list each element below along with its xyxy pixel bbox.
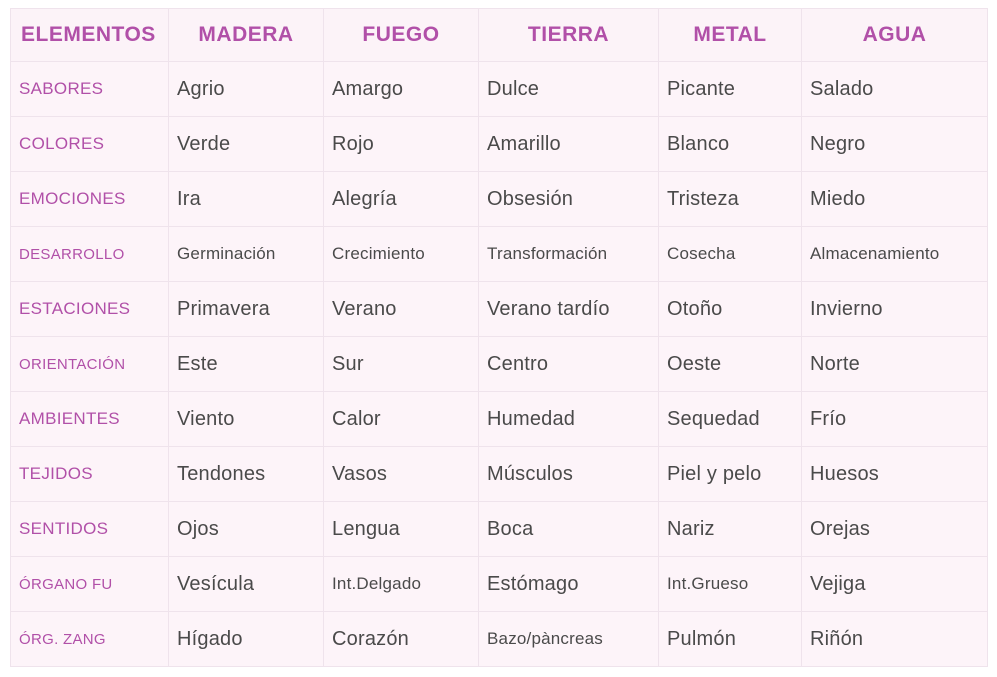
- table-row: [11, 172, 988, 227]
- row-label: ESTACIONES: [11, 282, 169, 337]
- table-cell: Dulce: [479, 62, 659, 117]
- table-cell: Músculos: [479, 447, 659, 502]
- five-elements-table: [10, 8, 988, 667]
- table-row: [11, 612, 988, 667]
- table-cell: Alegría: [324, 172, 479, 227]
- table-cell: Sur: [324, 337, 479, 392]
- table-cell: Ira: [169, 172, 324, 227]
- table-cell: Verde: [169, 117, 324, 172]
- table-cell: Humedad: [479, 392, 659, 447]
- table-cell: Este: [169, 337, 324, 392]
- table-cell: Int.Grueso: [659, 557, 802, 612]
- row-label: AMBIENTES: [11, 392, 169, 447]
- table-cell: Estómago: [479, 557, 659, 612]
- table-header-row: [11, 9, 988, 62]
- table-cell: Blanco: [659, 117, 802, 172]
- table-cell: Tristeza: [659, 172, 802, 227]
- column-header-metal: METAL: [659, 9, 802, 62]
- table-cell: Negro: [802, 117, 988, 172]
- table-cell: Riñón: [802, 612, 988, 667]
- table-row: [11, 557, 988, 612]
- table-cell: Huesos: [802, 447, 988, 502]
- table-row: [11, 62, 988, 117]
- table-cell: Viento: [169, 392, 324, 447]
- table-cell: Tendones: [169, 447, 324, 502]
- table-row: [11, 337, 988, 392]
- table-cell: Transformación: [479, 227, 659, 282]
- table-cell: Norte: [802, 337, 988, 392]
- row-label: SABORES: [11, 62, 169, 117]
- table-cell: Germinación: [169, 227, 324, 282]
- table-cell: Int.Delgado: [324, 557, 479, 612]
- table-cell: Almacenamiento: [802, 227, 988, 282]
- table-cell: Verano: [324, 282, 479, 337]
- table-cell: Vesícula: [169, 557, 324, 612]
- table-cell: Vasos: [324, 447, 479, 502]
- table-cell: Nariz: [659, 502, 802, 557]
- table-cell: Lengua: [324, 502, 479, 557]
- table-cell: Primavera: [169, 282, 324, 337]
- row-label: EMOCIONES: [11, 172, 169, 227]
- table-cell: Pulmón: [659, 612, 802, 667]
- column-header-fuego: FUEGO: [324, 9, 479, 62]
- table-cell: Oeste: [659, 337, 802, 392]
- table-cell: Amarillo: [479, 117, 659, 172]
- table-cell: Hígado: [169, 612, 324, 667]
- table-row: [11, 447, 988, 502]
- table-cell: Ojos: [169, 502, 324, 557]
- row-label: ÓRG. ZANG: [11, 612, 169, 667]
- column-header-tierra: TIERRA: [479, 9, 659, 62]
- table-cell: Verano tardío: [479, 282, 659, 337]
- row-label: SENTIDOS: [11, 502, 169, 557]
- table-cell: Amargo: [324, 62, 479, 117]
- table-cell: Crecimiento: [324, 227, 479, 282]
- table-cell: Sequedad: [659, 392, 802, 447]
- table-cell: Picante: [659, 62, 802, 117]
- table-cell: Bazo/pàncreas: [479, 612, 659, 667]
- row-label: TEJIDOS: [11, 447, 169, 502]
- table-row: [11, 392, 988, 447]
- row-label: ÓRGANO FU: [11, 557, 169, 612]
- row-label: COLORES: [11, 117, 169, 172]
- table-cell: Centro: [479, 337, 659, 392]
- table-cell: Calor: [324, 392, 479, 447]
- table-row: [11, 117, 988, 172]
- table-cell: Obsesión: [479, 172, 659, 227]
- table-row: [11, 227, 988, 282]
- table-cell: Vejiga: [802, 557, 988, 612]
- table-cell: Rojo: [324, 117, 479, 172]
- column-header-elementos: ELEMENTOS: [11, 9, 169, 62]
- row-label: DESARROLLO: [11, 227, 169, 282]
- table-row: [11, 282, 988, 337]
- table-cell: Agrio: [169, 62, 324, 117]
- table-cell: Piel y pelo: [659, 447, 802, 502]
- table-row: [11, 502, 988, 557]
- table-cell: Miedo: [802, 172, 988, 227]
- column-header-madera: MADERA: [169, 9, 324, 62]
- table-cell: Salado: [802, 62, 988, 117]
- column-header-agua: AGUA: [802, 9, 988, 62]
- table-cell: Frío: [802, 392, 988, 447]
- row-label: ORIENTACIÓN: [11, 337, 169, 392]
- table-cell: Invierno: [802, 282, 988, 337]
- table-cell: Orejas: [802, 502, 988, 557]
- table-cell: Corazón: [324, 612, 479, 667]
- table-cell: Otoño: [659, 282, 802, 337]
- table-cell: Boca: [479, 502, 659, 557]
- table-cell: Cosecha: [659, 227, 802, 282]
